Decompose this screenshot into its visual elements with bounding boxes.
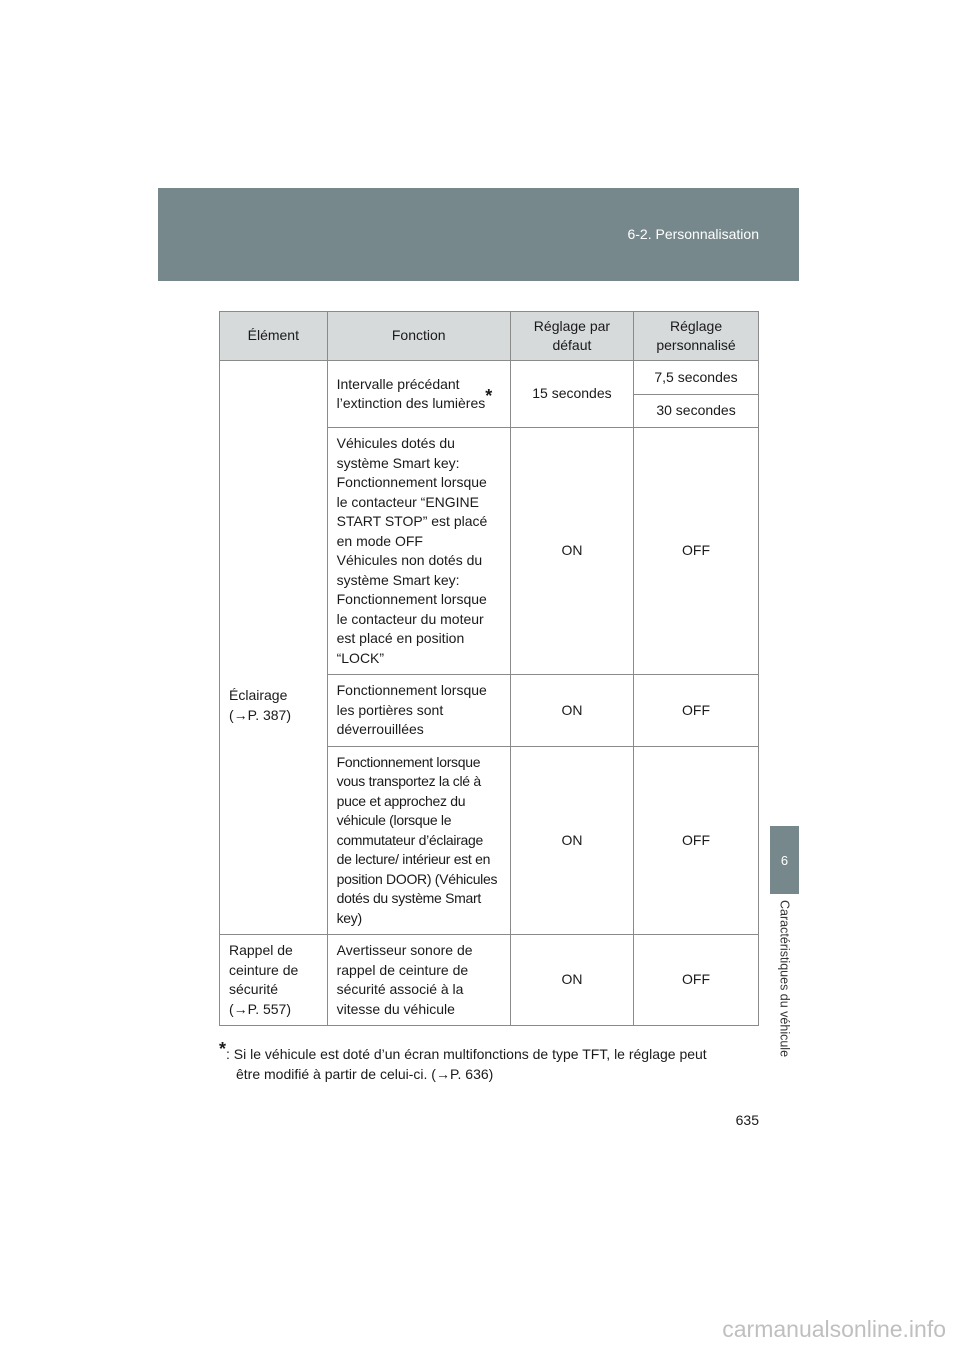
fonction-cell: Fonctionnement lorsque vous transportez la clé à puce et approchez du véhicule (lorsque le commutateur d’éclairage de lecture/ intérieur est en position DOOR) (Véhicules dotés du système Smart key): [327, 746, 510, 935]
chapter-label-text: Caractéristiques du véhicule: [777, 900, 792, 1058]
fonction-cell: [327, 361, 510, 428]
perso-cell: OFF: [634, 428, 759, 675]
defaut-cell: ON: [510, 428, 633, 675]
element-lighting-cell: [220, 361, 328, 935]
defaut-cell: ON: [510, 935, 633, 1026]
header-element: Élément: [220, 312, 328, 361]
fonction-line: Fonctionnement lorsque le contacteur “ENGINE START STOP” est placé en mode OFF: [336, 474, 488, 549]
fonction-line: Véhicules non dotés du système Smart key:: [336, 552, 483, 588]
fonction-cell: Fonctionnement lorsque les portières sont déverrouillées: [327, 675, 510, 747]
customization-table: [219, 311, 759, 1026]
footnote-text-2: être modifié à partir de celui-ci. (→P. 636): [236, 1066, 494, 1082]
element-seatbelt-ref: (→P. 557): [229, 1000, 291, 1017]
element-lighting-ref: (→P. 387): [229, 706, 291, 723]
defaut-cell: ON: [510, 675, 633, 747]
footnote-line-1: [219, 1039, 764, 1064]
footnote-text-1: : Si le véhicule est doté d’un écran multifonctions de type TFT, le réglage peut: [226, 1046, 707, 1062]
fonction-line: Fonctionnement lorsque le contacteur du moteur est placé en position “LOCK”: [336, 591, 487, 666]
element-seatbelt-cell: [220, 935, 328, 1026]
fonction-line: Véhicules dotés du système Smart key:: [336, 435, 460, 471]
table-row: [220, 935, 759, 1026]
perso-cell: OFF: [634, 935, 759, 1026]
watermark: carmanualsonline.info: [722, 1316, 946, 1342]
page-number: 635: [735, 1112, 759, 1128]
table-header-row: [220, 312, 759, 361]
footnote-marker: *: [219, 1039, 227, 1059]
chapter-tab: [770, 826, 799, 894]
fonction-cell: Avertisseur sonore de rappel de ceinture de sécurité associé à la vitesse du véhicule: [327, 935, 510, 1026]
header-perso: Réglage personnalisé: [634, 312, 759, 361]
perso-cell: OFF: [634, 746, 759, 935]
element-seatbelt: Rappel de ceinture de sécurité: [229, 942, 299, 997]
section-title: 6-2. Personnalisation: [627, 226, 759, 242]
fonction-text: Intervalle précédant l’extinction des lumières: [336, 375, 486, 411]
perso-cell: OFF: [634, 675, 759, 747]
defaut-cell: 15 secondes: [510, 361, 633, 428]
header-defaut: Réglage par défaut: [510, 312, 633, 361]
element-lighting: Éclairage: [229, 687, 288, 703]
fonction-cell: [327, 428, 510, 675]
perso-cell: 30 secondes: [634, 395, 759, 428]
chapter-number: 6: [780, 852, 789, 868]
defaut-cell: ON: [510, 746, 633, 935]
table-row: [220, 361, 759, 395]
asterisk-marker: *: [485, 386, 493, 406]
chapter-label: [757, 900, 812, 1090]
footnote: [219, 1039, 764, 1084]
header-fonction: Fonction: [327, 312, 510, 361]
header-band: [158, 188, 799, 281]
perso-cell: 7,5 secondes: [634, 361, 759, 395]
